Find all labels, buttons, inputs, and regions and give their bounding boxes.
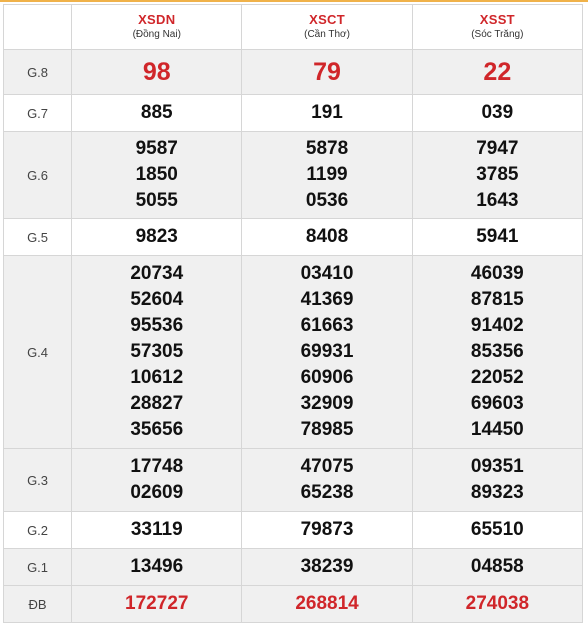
result-number: 85356 (470, 341, 524, 362)
prize-row-g1 (4, 549, 583, 586)
prize-cell (412, 449, 582, 512)
result-number: 87815 (470, 289, 524, 310)
prize-row-g3 (4, 449, 583, 512)
prize-cell (72, 549, 242, 586)
header-corner (4, 5, 72, 50)
result-number: 60906 (300, 367, 354, 388)
prize-cell (242, 512, 412, 549)
prize-cell (242, 219, 412, 256)
result-number: 98 (142, 58, 171, 86)
result-number: 47075 (300, 456, 354, 477)
result-number: 3785 (476, 164, 519, 185)
prize-row-g8 (4, 50, 583, 95)
prize-label: G.2 (4, 512, 72, 549)
result-number: 8408 (305, 226, 349, 247)
result-number: 33119 (130, 519, 183, 540)
prize-row-g7 (4, 95, 583, 132)
prize-cell (242, 549, 412, 586)
prize-row-g2 (4, 512, 583, 549)
result-number: 61663 (300, 315, 354, 336)
result-number: 5941 (476, 226, 519, 247)
top-accent-line (0, 0, 588, 2)
result-number: 274038 (465, 593, 530, 614)
result-number: 1643 (476, 190, 519, 211)
prize-label: G.7 (4, 95, 72, 132)
prize-label: ĐB (4, 586, 72, 623)
province-code[interactable]: XSCT (309, 12, 345, 27)
province-code[interactable]: XSST (479, 12, 515, 27)
prize-label: G.1 (4, 549, 72, 586)
result-number: 172727 (125, 593, 189, 614)
province-code[interactable]: XSDN (138, 12, 176, 27)
result-number: 89323 (470, 482, 524, 503)
result-number: 9587 (135, 138, 178, 159)
prize-label: G.5 (4, 219, 72, 256)
prize-cell (72, 95, 242, 132)
prize-cell (72, 512, 242, 549)
prize-cell (242, 132, 412, 219)
result-number: 91402 (470, 315, 524, 336)
result-number: 9823 (135, 226, 178, 247)
province-header-soc-trang[interactable] (412, 5, 582, 50)
prize-label: G.6 (4, 132, 72, 219)
result-number: 79873 (300, 519, 354, 540)
prize-cell (412, 256, 582, 449)
prize-cell (412, 50, 582, 95)
result-number: 268814 (295, 593, 359, 614)
prize-cell (72, 449, 242, 512)
result-number: 35656 (130, 419, 184, 440)
result-number: 17748 (130, 456, 184, 477)
prize-cell (412, 219, 582, 256)
result-number: 22 (483, 58, 512, 86)
result-number: 38239 (300, 556, 354, 577)
prize-label: G.8 (4, 50, 72, 95)
result-number: 20734 (130, 263, 184, 284)
prize-row-g5 (4, 219, 583, 256)
result-number: 69931 (300, 341, 354, 362)
result-number: 7947 (476, 138, 519, 159)
result-number: 09351 (470, 456, 524, 477)
province-name: (Sóc Trăng) (471, 29, 524, 40)
result-number: 57305 (130, 341, 184, 362)
prize-label: G.3 (4, 449, 72, 512)
result-number: 1850 (135, 164, 178, 185)
result-number: 885 (140, 102, 173, 123)
result-number: 52604 (130, 289, 184, 310)
result-number: 03410 (300, 263, 354, 284)
province-header-can-tho[interactable] (242, 5, 412, 50)
prize-label: G.4 (4, 256, 72, 449)
result-number: 65510 (470, 519, 524, 540)
prize-row-db (4, 586, 583, 623)
prize-cell (72, 219, 242, 256)
result-number: 191 (311, 102, 343, 123)
result-number: 039 (481, 102, 514, 123)
prize-rows (4, 50, 583, 623)
result-number: 5055 (135, 190, 178, 211)
result-number: 65238 (300, 482, 354, 503)
prize-cell (412, 549, 582, 586)
result-number: 14450 (470, 419, 524, 440)
result-number: 46039 (470, 263, 524, 284)
result-number: 1199 (306, 164, 348, 185)
prize-cell (412, 132, 582, 219)
header-row (4, 5, 583, 50)
prize-cell (242, 449, 412, 512)
prize-cell (412, 95, 582, 132)
prize-cell (72, 586, 242, 623)
lottery-results-table (3, 4, 583, 623)
prize-cell (72, 132, 242, 219)
result-number: 0536 (305, 190, 349, 211)
prize-cell (242, 586, 412, 623)
province-header-dong-nai[interactable] (72, 5, 242, 50)
province-name: (Cần Thơ) (304, 29, 350, 40)
prize-cell (242, 256, 412, 449)
result-number: 32909 (300, 393, 354, 414)
result-number: 28827 (130, 393, 184, 414)
result-number: 22052 (470, 367, 524, 388)
result-number: 13496 (130, 556, 184, 577)
result-number: 02609 (130, 482, 184, 503)
result-number: 5878 (305, 138, 349, 159)
result-number: 95536 (130, 315, 184, 336)
prize-row-g6 (4, 132, 583, 219)
prize-row-g4 (4, 256, 583, 449)
prize-cell (412, 512, 582, 549)
result-number: 41369 (300, 289, 354, 310)
province-name: (Đồng Nai) (132, 29, 181, 40)
result-number: 69603 (470, 393, 524, 414)
result-number: 10612 (130, 367, 184, 388)
prize-cell (72, 256, 242, 449)
prize-cell (242, 95, 412, 132)
prize-cell (72, 50, 242, 95)
prize-cell (412, 586, 582, 623)
result-number: 78985 (300, 419, 354, 440)
prize-cell (242, 50, 412, 95)
result-number: 04858 (470, 556, 524, 577)
result-number: 79 (313, 58, 341, 86)
